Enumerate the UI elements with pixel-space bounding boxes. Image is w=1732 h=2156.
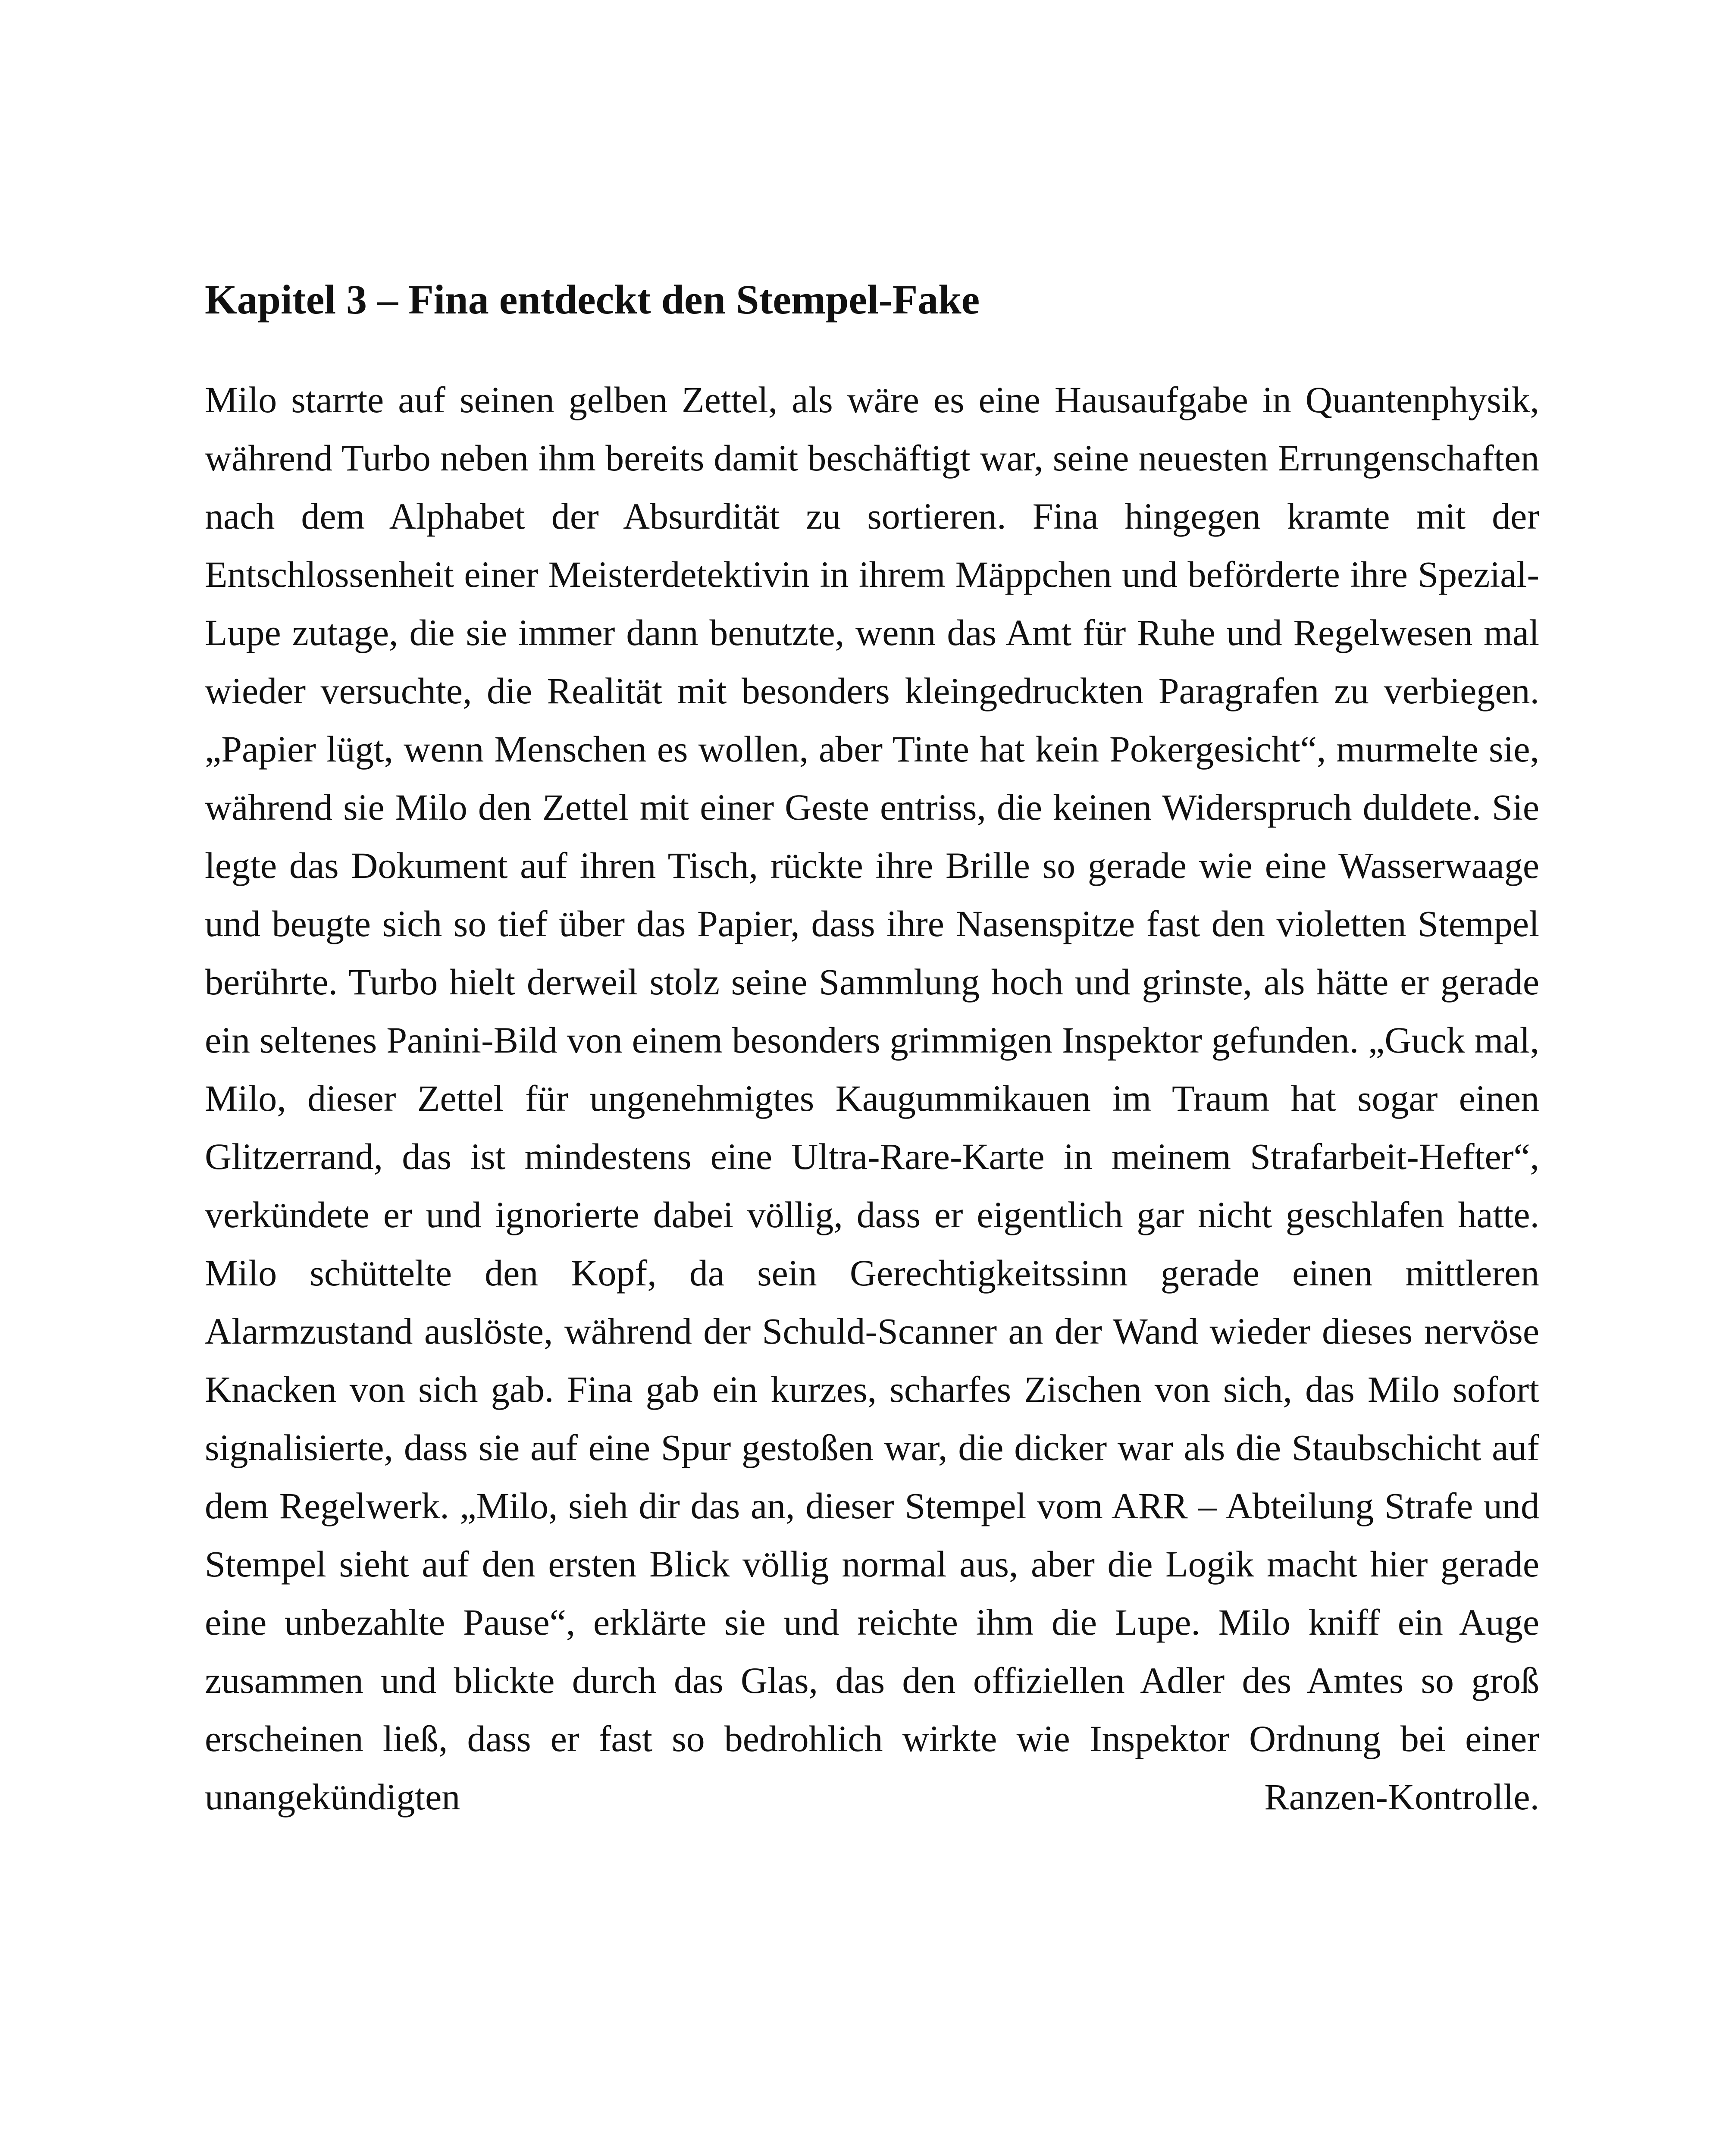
- chapter-title: Kapitel 3 – Fina entdeckt den Stempel-Fake: [205, 276, 980, 323]
- body-paragraph: Milo starrte auf seinen gelben Zettel, als wäre es eine Hausaufgabe in Quantenphysik, während Turbo neben ihm bereits damit beschäftigt war, seine neuesten Errungenschaften nach dem Alphabet der Absurdität zu sortieren. Fina hingegen kramte mit der Entschlossenheit einer Meisterdetektivin in ihrem Mäppchen und beförderte ihre Spezial-Lupe zutage, die sie immer dann benutzte, wenn das Amt für Ruhe und Regelwesen mal wieder versuchte, die Realität mit besonders kleingedruckten Paragrafen zu verbiegen. „Papier lügt, wenn Menschen es wollen, aber Tinte hat kein Pokergesicht“, murmelte sie, während sie Milo den Zettel mit einer Geste entriss, die keinen Widerspruch duldete. Sie legte das Dokument auf ihren Tisch, rückte ihre Brille so gerade wie eine Wasserwaage und beugte sich so tief über das Papier, dass ihre Nasenspitze fast den violetten Stempel berührte. Turbo hielt derweil stolz seine Sammlung hoch und grinste, als hätte er gerade ein seltenes Panini-Bild von einem besonders grimmigen Inspektor gefunden. „Guck mal, Milo, dieser Zettel für ungenehmigtes Kaugummikauen im Traum hat sogar einen Glitzerrand, das ist mindestens eine Ultra-Rare-Karte in meinem Strafarbeit-Hefter“, verkündete er und ignorierte dabei völlig, dass er eigentlich gar nicht geschlafen hatte. Milo schüttelte den Kopf, da sein Gerechtigkeitssinn gerade einen mittleren Alarmzustand auslöste, während der Schuld-Scanner an der Wand wieder dieses nervöse Knacken von sich gab. Fina gab ein kurzes, scharfes Zischen von sich, das Milo sofort signalisierte, dass sie auf eine Spur gestoßen war, die dicker war als die Staubschicht auf dem Regelwerk. „Milo, sieh dir das an, dieser Stempel vom ARR – Abteilung Strafe und Stempel sieht auf den ersten Blick völlig normal aus, aber die Logik macht hier gerade eine unbezahlte Pause“, erklärte sie und reichte ihm die Lupe. Milo kniff ein Auge zusammen und blickte durch das Glas, das den offiziellen Adler des Amtes so groß erscheinen ließ, dass er fast so bedrohlich wirkte wie Inspektor Ordnung bei einer unangekündigten Ranzen-Kontrolle.: [205, 379, 1539, 1818]
- page-content: [205, 267, 1539, 1826]
